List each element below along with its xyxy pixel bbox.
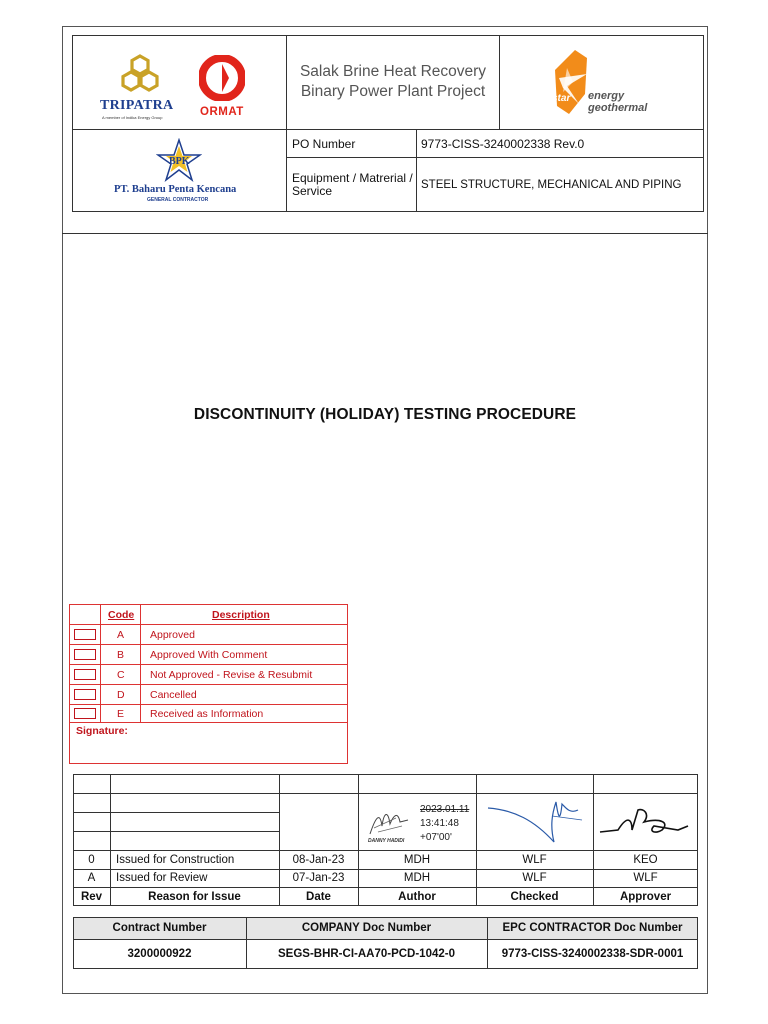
document-title: DISCONTINUITY (HOLIDAY) TESTING PROCEDURE <box>193 406 577 423</box>
rev-a-reason: Issued for Review <box>116 872 208 884</box>
code-d-description: Cancelled <box>150 689 197 701</box>
rev-0-author: MDH <box>403 853 431 866</box>
code-table-hline <box>69 722 348 723</box>
rev-hline <box>73 793 698 794</box>
tripatra-wordmark: TRIPATRA <box>100 98 174 113</box>
code-table-hline <box>69 664 348 665</box>
rev-0-approver: KEO <box>633 853 658 866</box>
code-table-hline <box>69 704 348 705</box>
rev-a: A <box>87 872 96 884</box>
author-header: Author <box>398 890 436 903</box>
project-title: Salak Brine Heat Recovery Binary Power Plant Project <box>287 35 500 130</box>
author-signature-icon <box>366 806 412 840</box>
reason-header: Reason for Issue <box>148 890 241 903</box>
code-b-checkbox[interactable] <box>74 649 96 660</box>
star-geothermal-wordmark: geothermal <box>588 102 648 114</box>
star-wordmark: star <box>552 93 571 104</box>
epc-doc-number-label: EPC CONTRACTOR Doc Number <box>502 922 683 934</box>
contract-number-label: Contract Number <box>112 922 207 934</box>
rev-a-date: 07-Jan-23 <box>292 872 345 884</box>
ormat-wordmark: ORMAT <box>200 106 244 118</box>
code-b-description: Approved With Comment <box>150 649 268 661</box>
bpk-badge-text: BPK <box>169 156 190 167</box>
company-doc-number-value: SEGS-BHR-CI-AA70-PCD-1042-0 <box>277 948 455 960</box>
code-b: B <box>117 649 125 661</box>
author-signer-name: DANNY HADIDI <box>368 838 405 844</box>
tripatra-logo-icon <box>120 53 160 93</box>
rev-a-checked: WLF <box>522 872 547 884</box>
star-energy-wordmark: energy <box>588 90 625 102</box>
rev-a-approver: WLF <box>633 872 658 884</box>
code-c-description: Not Approved - Revise & Resubmit <box>150 669 313 681</box>
rev-0-checked: WLF <box>522 853 547 866</box>
rev-hline <box>73 831 279 832</box>
signature-timezone: +07'00' <box>420 832 452 843</box>
code-table-hline <box>69 684 348 685</box>
rev-header: Rev <box>80 890 103 903</box>
code-e: E <box>117 708 125 720</box>
tripatra-tagline: A member of Indika Energy Group <box>102 115 163 120</box>
contract-number-value: 3200000922 <box>127 948 192 960</box>
epc-doc-number-value: 9773-CISS-3240002338-SDR-0001 <box>501 948 684 960</box>
rev-0-reason: Issued for Construction <box>116 853 235 866</box>
code-a-description: Approved <box>150 629 195 641</box>
rev-a-author: MDH <box>403 872 431 884</box>
logo-cell-top <box>72 35 287 130</box>
equipment-value: STEEL STRUCTURE, MECHANICAL AND PIPING <box>421 178 682 191</box>
approver-signature-icon <box>598 804 692 840</box>
star-energy-logo-cell <box>500 35 704 130</box>
rev-0: 0 <box>88 853 95 866</box>
logo-cell-bottom <box>72 130 287 212</box>
bpk-tagline: GENERAL CONTRACTOR <box>147 197 209 203</box>
rev-hline <box>73 812 279 813</box>
ormat-logo-icon <box>199 55 245 101</box>
signature-time: 13:41:48 <box>420 818 459 829</box>
star-energy-logo-icon <box>549 48 593 116</box>
header-divider <box>62 233 708 234</box>
code-c: C <box>117 669 125 681</box>
signature-date: 2023.01.11 <box>420 804 470 815</box>
bpk-company-name: PT. Baharu Penta Kencana <box>114 184 237 195</box>
code-a: A <box>117 629 125 641</box>
code-column-header: Code <box>108 609 135 621</box>
code-d-checkbox[interactable] <box>74 689 96 700</box>
code-e-description: Received as Information <box>150 708 264 720</box>
code-a-checkbox[interactable] <box>74 629 96 640</box>
company-doc-number-label: COMPANY Doc Number <box>301 922 432 934</box>
po-number-label: PO Number <box>287 130 417 158</box>
description-column-header: Description <box>212 609 270 621</box>
po-number-value: 9773-CISS-3240002338 Rev.0 <box>416 130 704 158</box>
signature-label: Signature: <box>76 725 128 737</box>
date-header: Date <box>306 890 331 903</box>
approver-header: Approver <box>619 890 672 903</box>
code-c-checkbox[interactable] <box>74 669 96 680</box>
code-e-checkbox[interactable] <box>74 708 96 719</box>
code-table-hline <box>69 624 348 625</box>
equipment-label: Equipment / Matrerial / Service <box>287 157 417 212</box>
code-d: D <box>117 689 125 701</box>
rev-0-date: 08-Jan-23 <box>292 853 345 866</box>
code-table-hline <box>69 644 348 645</box>
checked-header: Checked <box>510 890 559 903</box>
checker-signature-icon <box>484 796 588 846</box>
